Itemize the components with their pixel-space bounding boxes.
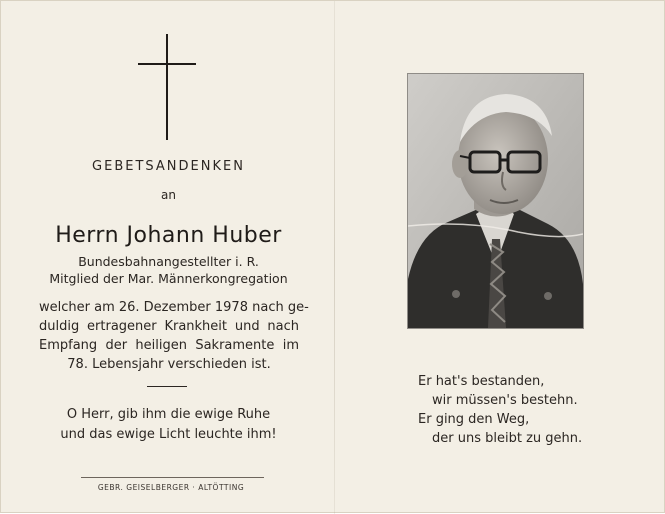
card-heading: GEBETSANDENKEN xyxy=(92,159,245,174)
dedication-word: an xyxy=(161,188,176,202)
obituary-line: Empfang der heiligen Sakramente im xyxy=(39,338,299,353)
verse-line: der uns bleibt zu gehn. xyxy=(432,431,583,446)
membership-line: Mitglied der Mar. Männerkongregation xyxy=(49,271,288,286)
portrait-photo xyxy=(408,74,583,328)
obituary-text xyxy=(39,298,309,374)
occupation-line: Bundesbahnangestellter i. R. xyxy=(78,254,259,269)
printer-imprint: GEBR. GEISELBERGER · ALTÖTTING xyxy=(97,483,245,492)
card-fold-line xyxy=(334,1,335,514)
obituary-line: duldig ertragener Krankheit und nach xyxy=(39,319,299,334)
cross-horizontal-bar xyxy=(138,63,196,65)
prayer-line: O Herr, gib ihm die ewige Ruhe xyxy=(66,407,271,422)
verse-text xyxy=(406,372,586,448)
prayer-text xyxy=(41,405,296,445)
divider-rule xyxy=(147,386,187,387)
verse-line: Er ging den Weg, xyxy=(418,412,530,427)
obituary-line: 78. Lebensjahr verschieden ist. xyxy=(67,357,271,372)
cross-vertical-bar xyxy=(166,34,168,140)
verse-line: Er hat's bestanden, xyxy=(418,374,545,389)
portrait-illustration xyxy=(408,74,583,328)
prayer-line: und das ewige Licht leuchte ihm! xyxy=(60,427,277,442)
verse-line: wir müssen's bestehn. xyxy=(432,393,578,408)
deceased-name: Herrn Johann Huber xyxy=(55,223,282,248)
obituary-line: welcher am 26. Dezember 1978 nach ge- xyxy=(39,300,309,315)
printer-rule xyxy=(81,477,264,478)
